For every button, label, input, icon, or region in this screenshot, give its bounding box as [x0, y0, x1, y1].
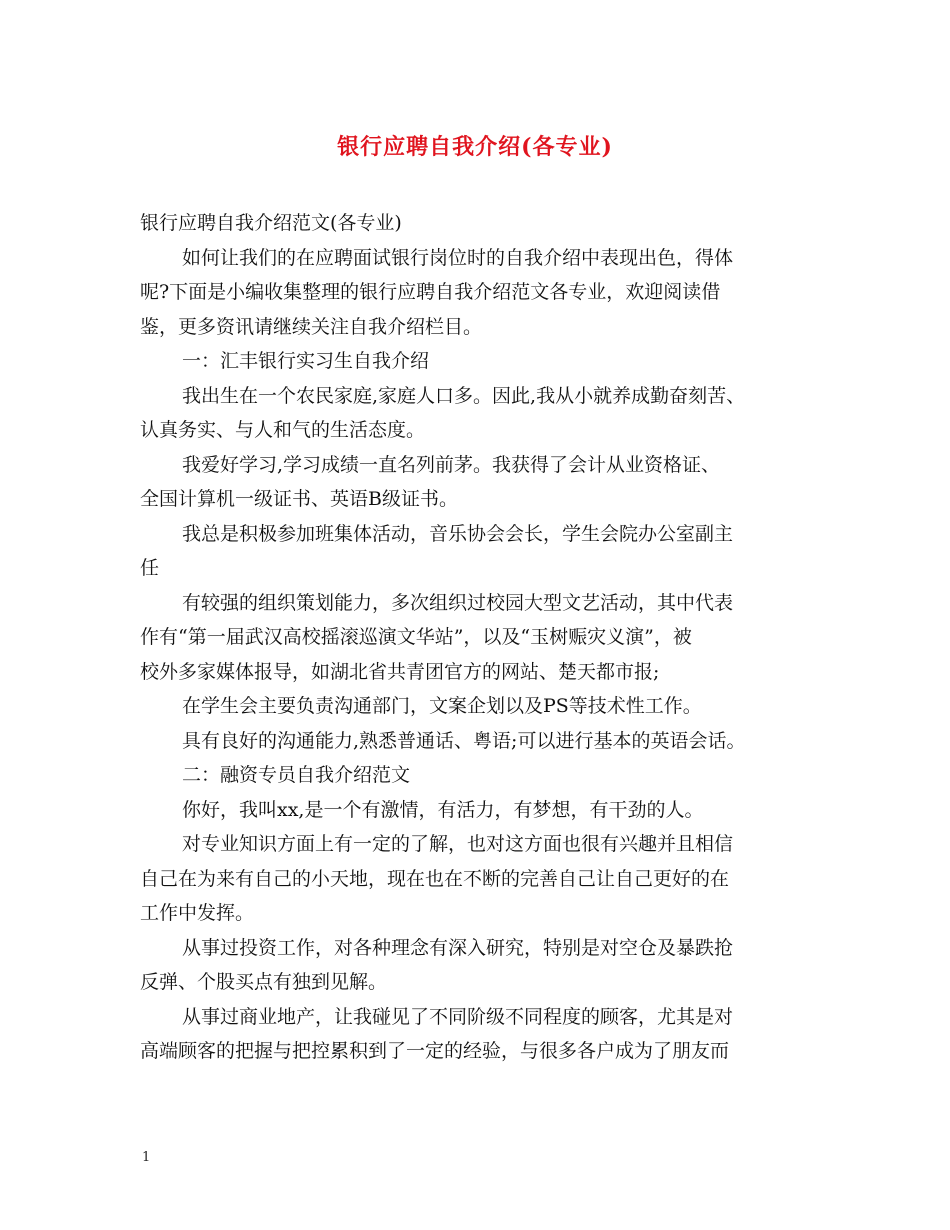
- body-line: 二：融资专员自我介绍范文: [182, 764, 411, 786]
- body-line: 自己在为来有自己的小天地，现在也在不断的完善自己让自己更好的在: [140, 867, 730, 890]
- document-body: [140, 206, 822, 1069]
- body-line: 一：汇丰银行实习生自我介绍: [182, 350, 430, 372]
- body-line: 我爱好学习,学习成绩一直名列前茅。我获得了会计从业资格证、: [182, 453, 721, 476]
- body-line: 从事过投资工作，对各种理念有深入研究，特别是对空仓及暴跌抢: [182, 936, 734, 959]
- body-line: 在学生会主要负责沟通部门，文案企划以及PS等技术性工作。: [182, 695, 702, 717]
- page-number: 1: [142, 1150, 151, 1165]
- body-line: 校外多家媒体报导，如湖北省共青团官方的网站、楚天都市报;: [140, 660, 660, 683]
- body-line: 鉴，更多资讯请继续关注自我介绍栏目。: [140, 315, 483, 338]
- body-line: 对专业知识方面上有一定的了解，也对这方面也很有兴趣并且相信: [182, 833, 734, 855]
- body-line: 从事过商业地产，让我碰见了不同阶级不同程度的顾客，尤其是对: [182, 1005, 734, 1028]
- body-line: 高端顾客的把握与把控累积到了一定的经验，与很多各户成为了朋友而: [140, 1040, 730, 1062]
- body-line: 全国计算机一级证书、英语B级证书。: [140, 488, 458, 510]
- body-line: 我总是积极参加班集体活动，音乐协会会长，学生会院办公室副主: [182, 522, 734, 545]
- body-line: 你好，我叫xx,是一个有激情，有活力，有梦想，有干劲的人。: [182, 798, 704, 821]
- document-title: 银行应聘自我介绍(各专业): [337, 134, 613, 160]
- body-line: 银行应聘自我介绍范文(各专业): [140, 212, 402, 234]
- body-line: 我出生在一个农民家庭,家庭人口多。因此,我从小就养成勤奋刻苦、: [182, 384, 746, 407]
- body-line: 有较强的组织策划能力，多次组织过校园大型文艺活动，其中代表: [182, 591, 734, 614]
- body-line: 反弹、个股买点有独到见解。: [140, 971, 388, 993]
- body-line: 工作中发挥。: [140, 902, 255, 924]
- body-line: 呢?下面是小编收集整理的银行应聘自我介绍范文各专业，欢迎阅读借: [140, 281, 721, 303]
- body-line: 如何让我们的在应聘面试银行岗位时的自我介绍中表现出色，得体: [182, 246, 734, 269]
- body-line: 具有良好的沟通能力,熟悉普通话、粤语;可以进行基本的英语会话。: [182, 729, 746, 752]
- body-line: 作有“第一届武汉高校摇滚巡演文华站”，以及“玉树赈灾义演”，被: [140, 626, 692, 648]
- body-line: 任: [140, 557, 160, 579]
- body-line: 认真务实、与人和气的生活态度。: [140, 419, 426, 441]
